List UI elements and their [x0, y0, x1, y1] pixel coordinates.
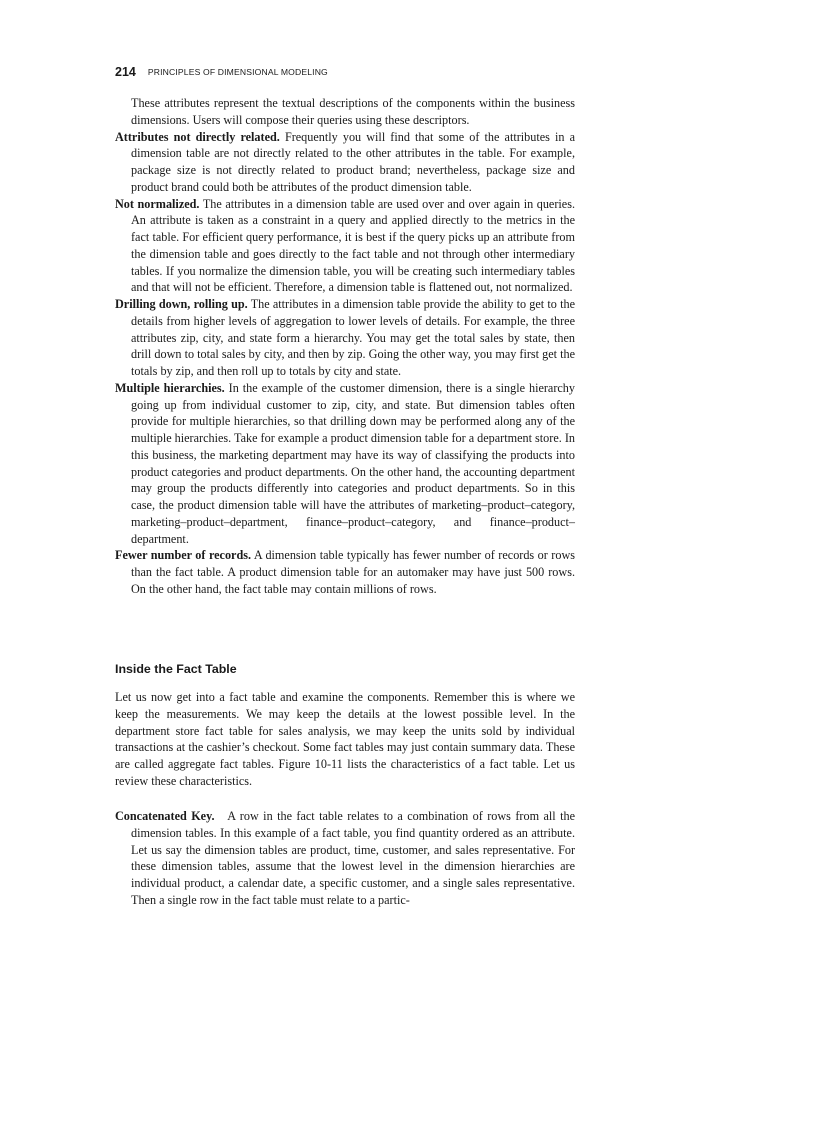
entry-term: Attributes not directly related. [115, 129, 280, 144]
entry-term: Concatenated Key. [115, 809, 215, 823]
fact-characteristics-block [115, 808, 575, 909]
section-intro-block [115, 689, 575, 790]
list-item-concatenated-key [115, 808, 575, 909]
entry-text: The attributes in a dimension table are used over and over again in queries. An attribute is taken as a constraint in a query and applied directly to the metrics in the fact table. For efficient query performance, it is best if the query picks up an attribute from the dimension table and goes directly to the fact table and not through other intermediary tables. If you normalize the dimension table, you will be creating such intermediary tables and that will not be efficient. Therefore, a dimension table is flattened out, not normalized. [131, 196, 575, 295]
entry-text: Frequently you will find that some of the attributes in a dimension table are not directly related to the other attributes in the table. For example, package size is not directly related to product brand; nevertheless, package size and product brand could both be attributes of the product dimension table. [131, 129, 575, 194]
page-number: 214 [115, 65, 136, 79]
continuation-paragraph: These attributes represent the textual descriptions of the components within the business dimensions. Users will compose their queries using these descriptors. [131, 96, 575, 127]
entry-term: Not normalized. [115, 196, 200, 211]
dimension-characteristics-block [115, 95, 575, 598]
entry-term: Multiple hierarchies. [115, 380, 225, 395]
list-item-attributes-not-related [115, 129, 575, 196]
running-title: PRINCIPLES OF DIMENSIONAL MODELING [147, 67, 328, 77]
list-item-drilling-down [115, 296, 575, 380]
entry-text: A dimension table typically has fewer number of records or rows than the fact table. A product dimension table for an automaker may have just 500 rows. On the other hand, the fact table may contain millions of rows. [131, 548, 575, 596]
entry-text: A row in the fact table relates to a combination of rows from all the dimension tables. In this example of a fact table, you find quantity ordered as an attribute. Let us say the dimension tables are product, time, customer, and sales representative. For these dimension tables, assume that the lowest level in the dimension hierarchies are individual product, a calendar date, a specific customer, and a single sales representative. Then a single row in the fact table must relate to a partic- [131, 809, 575, 907]
section-heading: Inside the Fact Table [115, 662, 237, 676]
entry-text: In the example of the customer dimension, there is a single hierarchy going up from individual customer to zip, city, and state. But dimension tables often provide for multiple hierarchies, so that drilling down may be performed along any of the multiple hierarchies. Take for example a product dimension table for a department store. In this business, the marketing department may have its way of classifying the products into product categories and product departments. On the other hand, the accounting department may group the products differently into categories and product departments. So in this case, the product dimension table will have the attributes of marketing–product–category, marketing–product–department, finance–product–category, and finance–product–department. [131, 380, 575, 546]
list-item-fewer-records [115, 547, 575, 597]
entry-term: Drilling down, rolling up. [115, 297, 248, 311]
running-head [115, 63, 328, 81]
list-item-multiple-hierarchies [115, 380, 575, 548]
section-paragraph: Let us now get into a fact table and examine the components. Remember this is where we keep the measurements. We may keep the details at the lowest possible level. In the department store fact table for sales analysis, we may keep the units sold by individual transactions at the cashier’s checkout. Some fact tables may just contain summary data. These are called aggregate fact tables. Figure 10-11 lists the characteristics of a fact table. Let us review these characteristics. [115, 690, 575, 788]
entry-term: Fewer number of records. [115, 548, 252, 563]
list-item-not-normalized [115, 196, 575, 297]
entry-text: The attributes in a dimension table provide the ability to get to the details from higher levels of aggregation to lower levels of details. For example, the three attributes zip, city, and state form a hierarchy. You may get the total sales by state, then drill down to total sales by city, and then by zip. Going the other way, you may first get the totals by zip, and then roll up to totals by city and state. [131, 297, 575, 378]
